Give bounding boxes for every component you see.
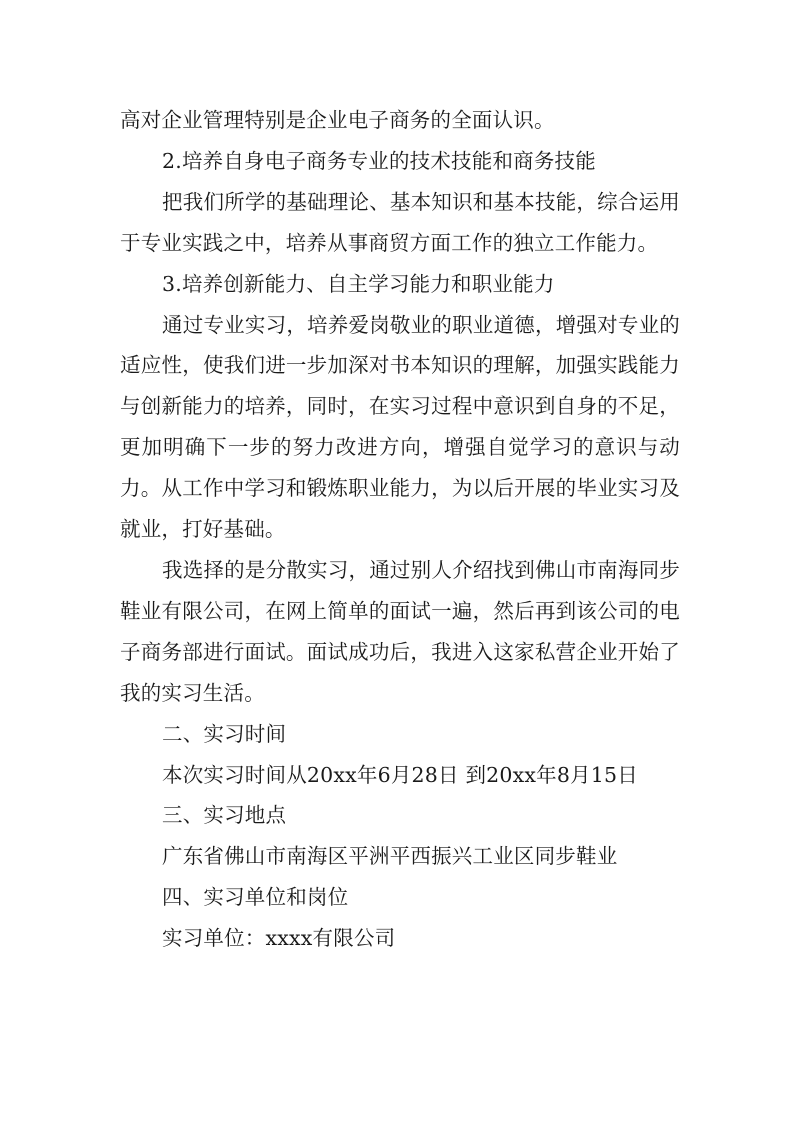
paragraph: 把我们所学的基础理论、基本知识和基本技能，综合运用于专业实践之中，培养从事商贸方面工作的独立工作能力。 xyxy=(120,189,680,255)
paragraph: 我选择的是分散实习，通过别人介绍找到佛山市南海同步鞋业有限公司，在网上简单的面试一遍，然后再到该公司的电子商务部进行面试。面试成功后，我进入这家私营企业开始了我的实习生活。 xyxy=(120,557,680,705)
paragraph: 通过专业实习，培养爱岗敬业的职业道德，增强对专业的适应性，使我们进一步加深对书本知识的理解，加强实践能力与创新能力的培养，同时，在实习过程中意识到自身的不足，更加明确下一步的努力改进方向，增强自觉学习的意识与动力。从工作中学习和锻炼职业能力，为以后开展的毕业实习及就业，打好基础。 xyxy=(120,312,680,542)
paragraph: 高对企业管理特别是企业电子商务的全面认识。 xyxy=(120,108,555,132)
paragraph: 实习单位：xxxx有限公司 xyxy=(162,926,396,951)
paragraph: 广东省佛山市南海区平洲平西振兴工业区同步鞋业 xyxy=(162,844,618,869)
section-heading: 3.培养创新能力、自主学习能力和职业能力 xyxy=(162,271,555,296)
section-heading: 2.培养自身电子商务专业的技术技能和商务技能 xyxy=(162,148,596,173)
document-body xyxy=(120,100,680,959)
section-heading: 二、实习时间 xyxy=(162,721,287,746)
section-heading: 三、实习地点 xyxy=(162,803,287,828)
section-heading: 四、实习单位和岗位 xyxy=(162,885,349,910)
paragraph: 本次实习时间从20xx年6月28日 到20xx年8月15日 xyxy=(162,762,638,787)
